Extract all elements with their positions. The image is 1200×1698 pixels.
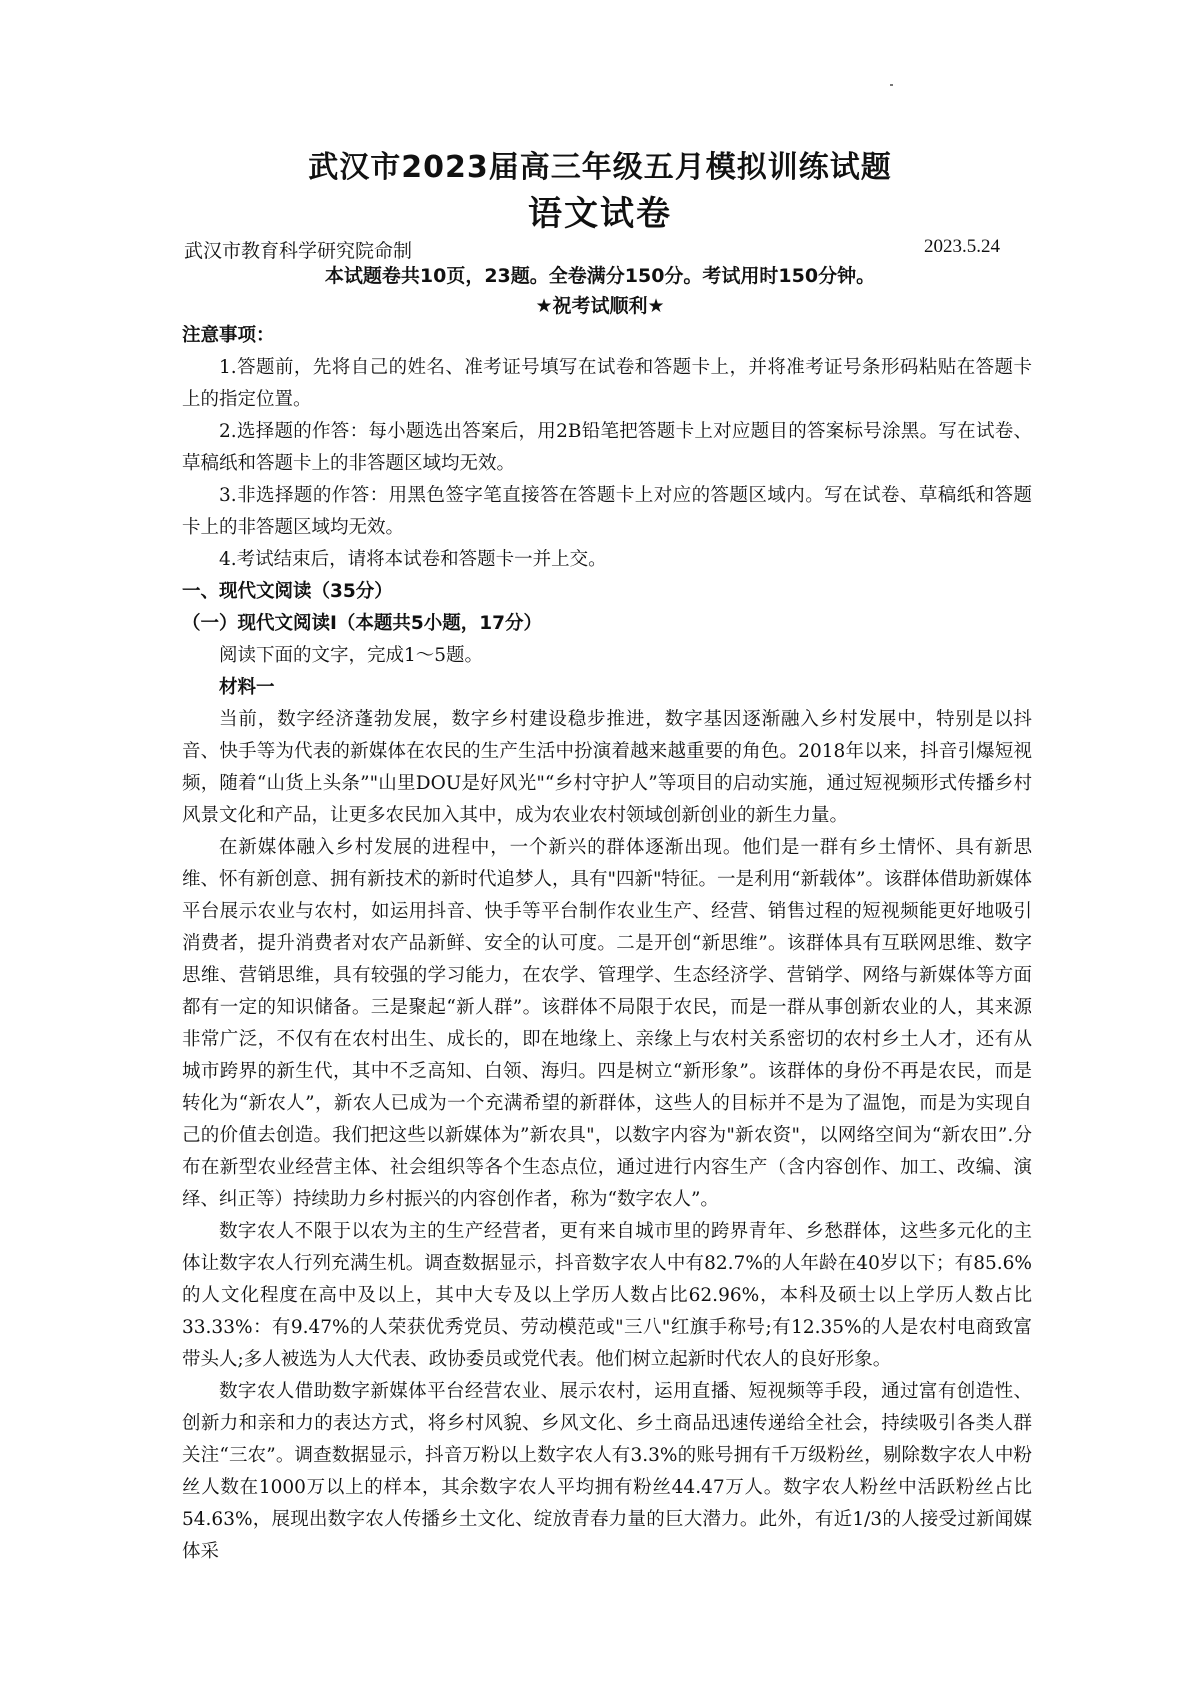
notice-item: 2.选择题的作答：每小题选出答案后，用2B铅笔把答题卡上对应题目的答案标号涂黑。写在试卷、草稿纸和答题卡上的非答题区域均无效。 xyxy=(182,421,1032,474)
notice-heading: 注意事项： xyxy=(182,325,275,346)
paragraph: 当前，数字经济蓬勃发展，数字乡村建设稳步推进，数字基因逐渐融入乡村发展中，特别是以抖音、快手等为代表的新媒体在农民的生产生活中扮演着越来越重要的角色。2018年以来，抖音引爆短视频，随着“山货上头条”"山里DOU是好风光"“乡村守护人”等项目的启动实施，通过短视频形式传播乡村风景文化和产品，让更多农民加入其中，成为农业农村领域创新创业的新生力量。 xyxy=(182,709,1032,826)
exam-title: 武汉市2023届高三年级五月模拟训练试题 xyxy=(308,150,892,185)
notice-item: 4.考试结束后，请将本试卷和答题卡一并上交。 xyxy=(219,549,607,570)
section-subheading: （一）现代文阅读Ⅰ（本题共5小题，17分） xyxy=(182,613,543,634)
paragraph: 在新媒体融入乡村发展的进程中，一个新兴的群体逐渐出现。他们是一群有乡土情怀、具有新思维、怀有新创意、拥有新技术的新时代追梦人，具有"四新"特征。一是利用“新载体”。该群体借助新媒体平台展示农业与农村，如运用抖音、快手等平台制作农业生产、经营、销售过程的短视频能更好地吸引消费者，提升消费者对农产品新鲜、安全的认可度。二是开创“新思维”。该群体具有互联网思维、数字思维、营销思维，具有较强的学习能力，在农学、管理学、生态经济学、营销学、网络与新媒体等方面都有一定的知识储备。三是聚起“新人群”。该群体不局限于农民，而是一群从事创新农业的人，其来源非常广泛，不仅有在农村出生、成长的，即在地缘上、亲缘上与农村关系密切的农村乡土人才，还有从城市跨界的新生代，其中不乏高知、白领、海归。四是树立“新形象”。该群体的身份不再是农民，而是转化为“新农人”，新农人已成为一个充满希望的新群体，这些人的目标并不是为了温饱，而是为实现自己的价值去创造。我们把这些以新媒体为”新农具"，以数字内容为"新农资"，以网络空间为“新农田”.分布在新型农业经营主体、社会组织等各个生态点位，通过进行内容生产（含内容创作、加工、改编、演绎、纠正等）持续助力乡村振兴的内容创作者，称为“数字农人”。 xyxy=(182,837,1032,1210)
exam-subtitle: 语文试卷 xyxy=(528,194,672,234)
notice-item: 1.答题前，先将自己的姓名、准考证号填写在试卷和答题卡上，并将准考证号条形码粘贴在答题卡上的指定位置。 xyxy=(182,357,1032,410)
notice-item: 3.非选择题的作答：用黑色签字笔直接答在答题卡上对应的答题区域内。写在试卷、草稿纸和答题卡上的非答题区域均无效。 xyxy=(182,485,1032,538)
issuer: 武汉市教育科学研究院命制 xyxy=(184,240,413,262)
exam-wish: ★祝考试顺利★ xyxy=(535,295,665,317)
material-title: 材料一 xyxy=(219,677,275,698)
exam-info: 本试题卷共10页，23题。全卷满分150分。考试用时150分钟。 xyxy=(324,265,876,287)
section-heading: 一、现代文阅读（35分） xyxy=(182,581,393,602)
reading-instruction: 阅读下面的文字，完成1～5题。 xyxy=(219,645,484,666)
exam-date: 2023.5.24 xyxy=(924,236,1000,257)
paragraph: 数字农人不限于以农为主的生产经营者，更有来自城市里的跨界青年、乡愁群体，这些多元化的主体让数字农人行列充满生机。调查数据显示，抖音数字农人中有82.7%的人年龄在40岁以下；有85.6%的人文化程度在高中及以上，其中大专及以上学历人数占比62.96%，本科及硕士以上学历人数占比33.33%：有9.47%的人荣获优秀党员、劳动模范或"三八"红旗手称号;有12.35%的人是农村电商致富带头人;多人被选为人大代表、政协委员或党代表。他们树立起新时代农人的良好形象。 xyxy=(182,1221,1032,1370)
exam-content xyxy=(182,320,1032,1568)
paragraph: 数字农人借助数字新媒体平台经营农业、展示农村，运用直播、短视频等手段，通过富有创造性、创新力和亲和力的表达方式，将乡村风貌、乡风文化、乡土商品迅速传递给全社会，持续吸引各类人群关注“三农”。调查数据显示，抖音万粉以上数字农人有3.3%的账号拥有千万级粉丝，剔除数字农人中粉丝人数在1000万以上的样本，其余数字农人平均拥有粉丝44.47万人。数字农人粉丝中活跃粉丝占比54.63%，展现出数字农人传播乡土文化、绽放青春力量的巨大潜力。此外，有近1/3的人接受过新闻媒体采 xyxy=(182,1381,1032,1562)
scan-speck xyxy=(890,84,893,86)
